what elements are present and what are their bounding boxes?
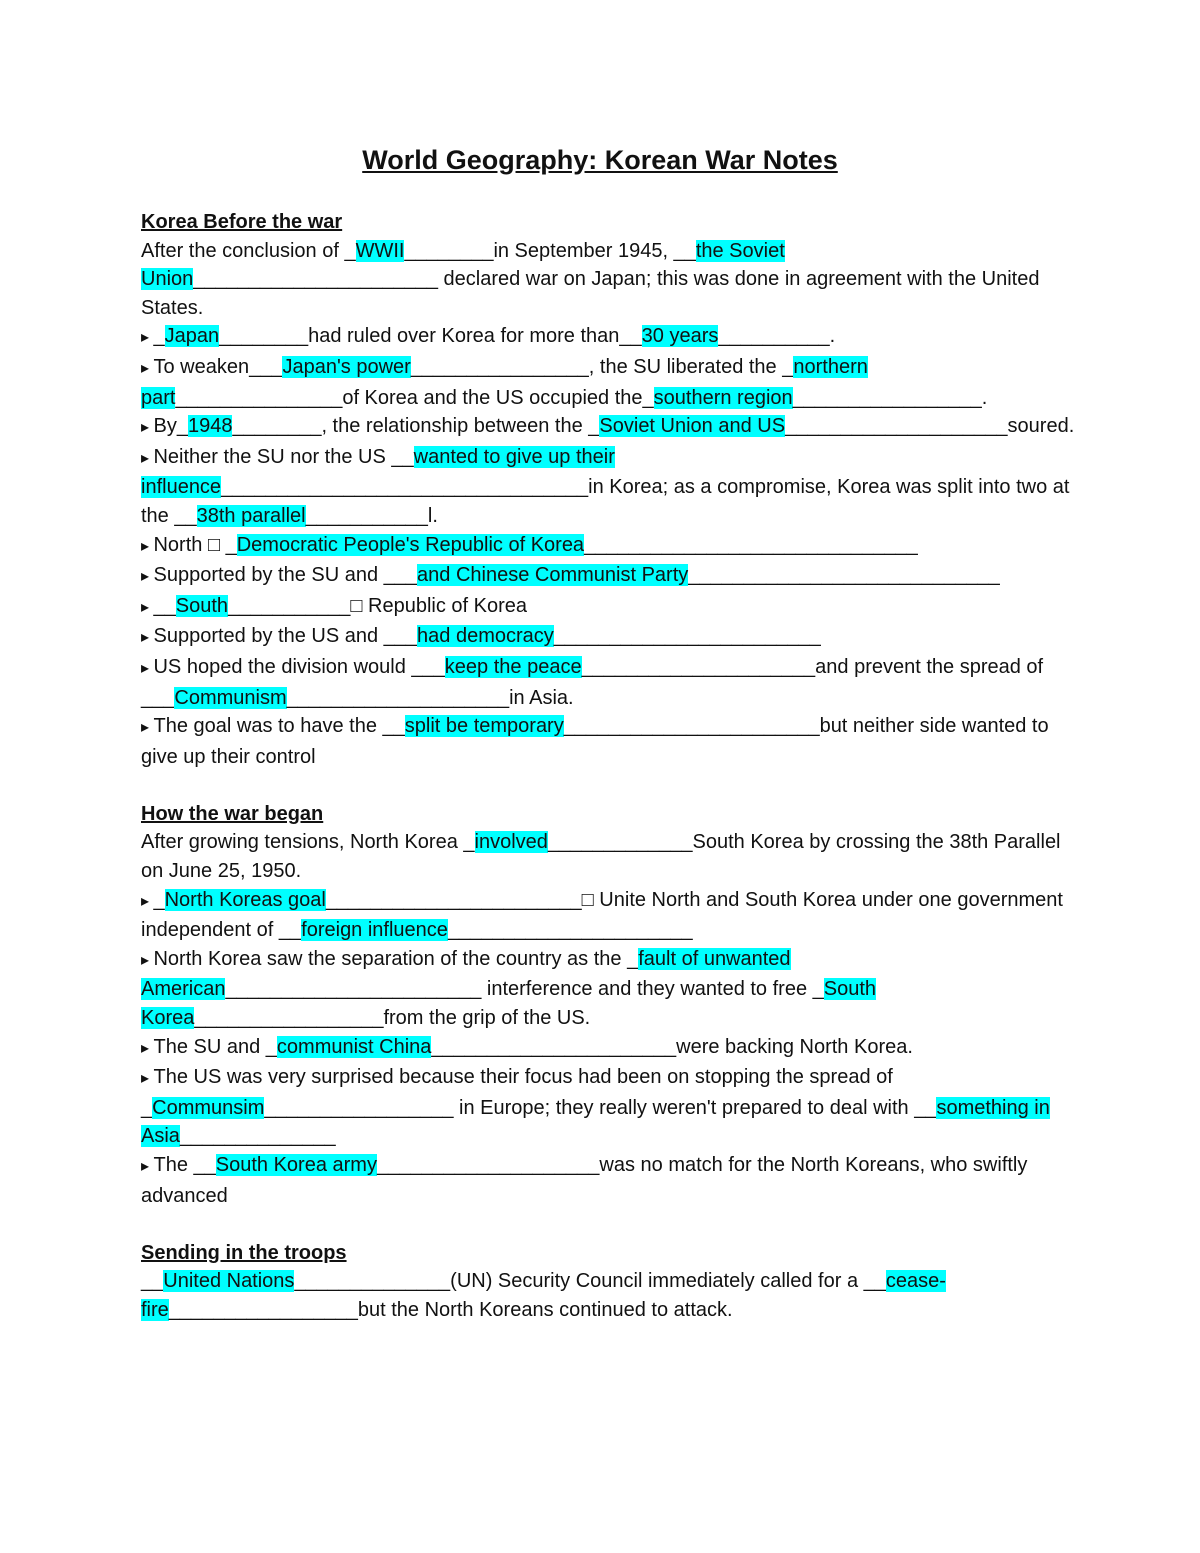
bullet-neither-side: [141, 443, 1081, 531]
bullet-japan-ruled: [141, 322, 1081, 353]
text: ____________________soured.: [785, 415, 1075, 438]
section-heading-korea-before-war: Korea Before the war: [141, 211, 343, 233]
highlighted-answer: South Korea: [141, 978, 877, 1030]
bullet-arrow-icon: ▸: [141, 1070, 154, 1088]
bullet-south-korea-army: [141, 1151, 1081, 1210]
highlighted-answer: something in Asia: [141, 1096, 1050, 1148]
text: _____________________and prevent the spread of ___: [141, 655, 1044, 709]
text: North Korea saw the separation of the country as the _: [153, 947, 639, 970]
text: _________________ in Europe; they really weren't prepared to deal with __: [264, 1096, 937, 1119]
highlighted-answer: communist China: [276, 1035, 432, 1058]
bullet-arrow-icon: ▸: [141, 537, 154, 555]
text: ______________________were backing North Korea.: [431, 1035, 913, 1058]
spacer: [141, 1210, 1081, 1239]
highlighted-answer: Soviet Union and US: [599, 415, 786, 438]
bullet-north-koreas-goal: [141, 886, 1081, 945]
highlighted-answer: split be temporary: [404, 715, 564, 738]
text: __: [141, 1270, 164, 1293]
highlighted-answer: cease-fire: [141, 1270, 946, 1321]
text: By_: [153, 415, 188, 438]
box-glyph-icon: □: [581, 888, 594, 911]
highlighted-answer: Communism: [174, 686, 287, 709]
document-page: [141, 140, 1081, 1325]
text: _______________________ interference and they wanted to free _: [225, 978, 824, 1001]
paragraph-intro: [141, 237, 1081, 323]
text: _________________________________in Korea; as a compromise, Korea was split into two at the __: [141, 476, 1070, 527]
highlighted-answer: South Korea army: [215, 1154, 377, 1176]
text: ____________________________: [688, 564, 1000, 587]
text: ______________________________: [584, 533, 918, 556]
bullet-goal: [141, 712, 1081, 771]
text: ________had ruled over Korea for more than__: [219, 325, 642, 348]
bullet-weaken-japan: [141, 353, 1081, 412]
text: ________________________: [553, 625, 821, 648]
highlighted-answer: United Nations: [163, 1270, 295, 1293]
highlighted-answer: northern part: [141, 355, 868, 409]
text: The __: [153, 1154, 216, 1176]
highlighted-answer: southern region: [653, 386, 793, 409]
page-title: World Geography: Korean War Notes: [362, 145, 838, 175]
text: _______________________but neither side wanted to give up their control: [141, 715, 1049, 768]
bullet-arrow-icon: ▸: [141, 1039, 154, 1057]
text: ________in September 1945, __: [404, 239, 696, 262]
text: To weaken___: [153, 355, 283, 378]
text: _________________.: [792, 386, 988, 409]
text: After growing tensions, North Korea _: [141, 831, 475, 854]
bullet-arrow-icon: ▸: [141, 359, 154, 377]
bullet-arrow-icon: ▸: [141, 598, 154, 616]
section-heading-how-war-began: How the war began: [141, 802, 324, 825]
highlighted-answer: South: [175, 594, 228, 617]
text: The goal was to have the __: [153, 715, 405, 738]
text: ________________, the SU liberated the _: [410, 355, 794, 378]
highlighted-answer: 38th parallel: [196, 504, 306, 527]
text: The SU and _: [153, 1035, 277, 1058]
text: Neither the SU nor the US __: [153, 445, 414, 468]
highlighted-answer: North Koreas goal: [164, 888, 326, 911]
text: ______________(UN) Security Council immediately called for a __: [294, 1270, 886, 1293]
bullet-arrow-icon: ▸: [141, 449, 154, 467]
text: __: [153, 594, 176, 617]
highlighted-answer: had democracy: [417, 625, 554, 648]
highlighted-answer: foreign influence: [301, 919, 448, 942]
spacer: [141, 771, 1081, 800]
bullet-supported-by-su: [141, 561, 1081, 592]
text: _____________South Korea by crossing the 38th Parallel on June 25, 1950.: [141, 831, 1061, 883]
text: Supported by the US and ___: [153, 625, 418, 648]
bullet-arrow-icon: ▸: [141, 719, 154, 737]
text: ______________________: [447, 919, 693, 942]
text: ___________l.: [305, 504, 438, 527]
text: ___________: [228, 594, 351, 617]
text: _: [220, 533, 237, 556]
highlighted-answer: WWII: [355, 239, 405, 262]
bullet-arrow-icon: ▸: [141, 568, 154, 586]
bullet-arrow-icon: ▸: [141, 951, 154, 969]
highlighted-answer: the Soviet Union: [141, 239, 785, 291]
text: _______________________: [325, 888, 582, 911]
text: _: [153, 325, 165, 348]
bullet-north: [141, 531, 1081, 562]
text: ______________: [179, 1125, 336, 1148]
text: US hoped the division would ___: [153, 655, 445, 678]
text: _______________of Korea and the US occupied the_: [175, 386, 654, 409]
highlighted-answer: fault of unwanted American: [141, 947, 791, 1001]
bullet-su-and-china: [141, 1033, 1081, 1064]
text: The US was very surprised because their focus had been on stopping the spread of _: [141, 1066, 893, 1119]
box-glyph-icon: □: [207, 533, 221, 556]
highlighted-answer: and Chinese Communist Party: [417, 564, 689, 587]
bullet-us-surprised: [141, 1063, 1081, 1151]
text: Supported by the SU and ___: [153, 564, 418, 587]
box-glyph-icon: □: [350, 594, 363, 617]
text: _________________but the North Koreans continued to attack.: [168, 1298, 733, 1321]
text: After the conclusion of _: [141, 239, 356, 262]
bullet-arrow-icon: ▸: [141, 1158, 154, 1175]
highlighted-answer: keep the peace: [444, 655, 582, 678]
text: North: [153, 533, 208, 556]
text: Republic of Korea: [362, 594, 527, 617]
highlighted-answer: wanted to give up their influence: [141, 445, 615, 499]
bullet-separation: [141, 945, 1081, 1033]
highlighted-answer: Communsim: [152, 1096, 265, 1119]
text: _________________from the grip of the US.: [194, 1007, 591, 1030]
text: ________, the relationship between the _: [232, 415, 600, 438]
bullet-arrow-icon: ▸: [141, 892, 154, 910]
bullet-arrow-icon: ▸: [141, 659, 154, 677]
text: Unite North and South Korea under one government independent of __: [141, 888, 1063, 942]
text: ______________________ declared war on Japan; this was done in agreement with the United States.: [141, 268, 1040, 319]
paragraph-united-nations: [141, 1267, 1081, 1324]
bullet-arrow-icon: ▸: [141, 419, 154, 437]
bullet-supported-by-us: [141, 622, 1081, 653]
highlighted-answer: Japan: [164, 325, 220, 348]
text: __________.: [718, 325, 836, 348]
bullet-by-1948: [141, 412, 1081, 443]
highlighted-answer: Democratic People's Republic of Korea: [236, 533, 585, 556]
paragraph-tensions: [141, 828, 1081, 885]
bullet-arrow-icon: ▸: [141, 329, 154, 347]
bullet-us-hoped: [141, 653, 1081, 712]
text: _: [153, 888, 165, 911]
highlighted-answer: Japan's power: [282, 355, 411, 378]
section-heading-sending-troops: Sending in the troops: [141, 1241, 347, 1264]
highlighted-answer: involved: [474, 831, 548, 854]
highlighted-answer: 1948: [187, 415, 233, 438]
text: ____________________was no match for the North Koreans, who swiftly advanced: [141, 1154, 1028, 1207]
highlighted-answer: 30 years: [641, 325, 719, 348]
text: ____________________in Asia.: [286, 686, 574, 709]
bullet-arrow-icon: ▸: [141, 629, 154, 647]
bullet-south: [141, 592, 1081, 623]
